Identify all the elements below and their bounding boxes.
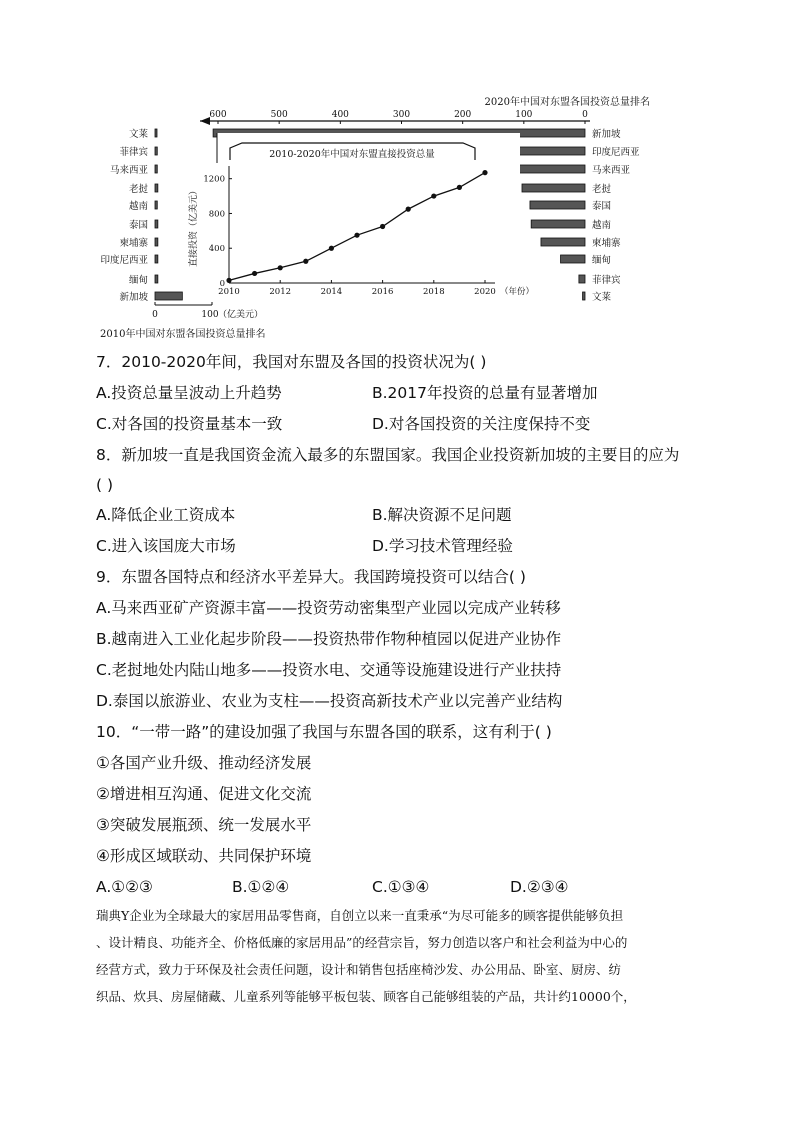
chart-2020-category-label: 文莱 bbox=[592, 292, 612, 303]
chart-2020-bar bbox=[531, 220, 585, 228]
chart-2010-bar bbox=[155, 147, 157, 155]
line-chart-y-tick-label: 1200 bbox=[203, 174, 225, 185]
chart-2020-bar bbox=[520, 165, 585, 173]
line-chart-point bbox=[278, 265, 283, 270]
passage-line-4: 织品、炊具、房屋储藏、儿童系列等能够平板包装、顾客自己能够组装的产品，共计约10000个， bbox=[96, 989, 636, 1004]
chart-2020-tick-label: 600 bbox=[209, 110, 227, 120]
chart-2010-bar bbox=[155, 275, 158, 283]
investment-figure bbox=[0, 0, 794, 340]
chart-2010-category-label: 印度尼西亚 bbox=[100, 255, 148, 266]
q8-option-d[interactable]: D.学习技术管理经验 bbox=[372, 537, 513, 555]
chart-2010-bar bbox=[155, 201, 157, 209]
line-chart-point bbox=[457, 185, 462, 190]
chart-2020-title: 2020年中国对东盟各国投资总量排名 bbox=[484, 97, 650, 108]
chart-2010-category-label: 马来西亚 bbox=[109, 165, 148, 176]
line-chart-x-tick-label: 2018 bbox=[422, 287, 445, 297]
q10-option-d[interactable]: D.②③④ bbox=[510, 878, 569, 896]
chart-2020-tick-label: 300 bbox=[392, 110, 411, 120]
chart-2020-category-label: 柬埔寨 bbox=[592, 238, 621, 249]
line-chart-x-tick-label: 2012 bbox=[269, 287, 292, 297]
q9-option-c[interactable]: C.老挝地处内陆山地多——投资水电、交通等设施建设进行产业扶持 bbox=[96, 661, 562, 679]
passage-line-1: 瑞典Y企业为全球最大的家居用品零售商，自创立以来一直秉承“为尽可能多的顾客提供能够负担 bbox=[96, 908, 624, 923]
q8-option-b[interactable]: B.解决资源不足问题 bbox=[372, 506, 512, 524]
chart-2010-category-label: 菲律宾 bbox=[119, 147, 148, 158]
q9-option-b[interactable]: B.越南进入工业化起步阶段——投资热带作物种植园以促进产业协作 bbox=[96, 630, 562, 648]
q9-option-d[interactable]: D.泰国以旅游业、农业为支柱——投资高新技术产业以完善产业结构 bbox=[96, 692, 563, 710]
line-chart-point bbox=[354, 233, 359, 238]
chart-2020-category-label: 越南 bbox=[592, 220, 612, 231]
chart-2010-tick-0: 0 bbox=[152, 310, 158, 320]
chart-2020-ticks bbox=[209, 110, 588, 124]
chart-2010-category-label: 老挝 bbox=[128, 184, 148, 195]
chart-2010-bar bbox=[155, 255, 158, 263]
line-chart-x-tick-label: 2020 bbox=[474, 287, 496, 297]
question-8-stem: 8．新加坡一直是我国资金流入最多的东盟国家。我国企业投资新加坡的主要目的应为 bbox=[96, 446, 680, 464]
line-chart-point bbox=[303, 259, 308, 264]
line-chart-point bbox=[329, 246, 334, 251]
line-chart-point bbox=[482, 170, 487, 175]
q10-item-2: ②增进相互沟通、促进文化交流 bbox=[96, 785, 312, 803]
chart-2020-bar bbox=[561, 255, 585, 263]
line-chart-y-tick-label: 400 bbox=[208, 244, 225, 255]
chart-2010-bar bbox=[155, 238, 158, 246]
chart-2010-category-labels bbox=[100, 128, 148, 303]
line-chart-y-label: 直接投资（亿美元） bbox=[189, 185, 199, 268]
question-10-stem: 10．“一带一路”的建设加强了我国与东盟各国的联系，这有利于( ) bbox=[96, 723, 552, 741]
passage-line-3: 经营方式，致力于环保及社会责任问题，设计和销售包括座椅沙发、办公用品、卧室、厨房、纺 bbox=[96, 962, 622, 977]
chart-2010-category-label: 越南 bbox=[128, 201, 148, 212]
chart-2020-tick-label: 0 bbox=[582, 110, 588, 120]
chart-2020-tick-label: 400 bbox=[331, 110, 349, 120]
q7-option-a[interactable]: A.投资总量呈波动上升趋势 bbox=[96, 384, 282, 402]
q8-option-a[interactable]: A.降低企业工资成本 bbox=[96, 506, 236, 524]
chart-2010-axis-unit: （亿美元） bbox=[218, 310, 264, 320]
q7-option-b[interactable]: B.2017年投资的总量有显著增加 bbox=[372, 384, 598, 402]
question-7-stem: 7．2010-2020年间，我国对东盟及各国的投资状况为( ) bbox=[96, 353, 487, 371]
q8-option-c[interactable]: C.进入该国庞大市场 bbox=[96, 537, 236, 555]
q10-option-b[interactable]: B.①②④ bbox=[232, 878, 290, 896]
chart-2010-bar bbox=[155, 292, 182, 300]
chart-2020-bar bbox=[541, 238, 585, 246]
chart-2020-category-label: 菲律宾 bbox=[592, 275, 621, 286]
q10-item-1: ①各国产业升级、推动经济发展 bbox=[96, 754, 312, 772]
chart-2010-bar bbox=[155, 220, 158, 228]
line-chart-point bbox=[431, 193, 436, 198]
line-chart-title: 2010-2020年中国对东盟直接投资总量 bbox=[269, 149, 435, 160]
chart-2020-tick-label: 500 bbox=[270, 110, 288, 120]
q10-option-a[interactable]: A.①②③ bbox=[96, 878, 153, 896]
question-9-stem: 9．东盟各国特点和经济水平差异大。我国跨境投资可以结合( ) bbox=[96, 568, 526, 586]
chart-2010-bar bbox=[155, 184, 158, 192]
line-chart-x-tick-label: 2016 bbox=[371, 287, 394, 297]
chart-2020-bar bbox=[522, 184, 585, 192]
chart-2010-bars bbox=[155, 129, 182, 300]
line-chart-point bbox=[226, 278, 231, 283]
line-chart-y-tick-label: 800 bbox=[208, 209, 225, 220]
line-chart-x-tick-label: 2014 bbox=[320, 287, 343, 297]
line-chart-x-tick-label: 2010 bbox=[218, 287, 240, 297]
chart-2020-category-label: 老挝 bbox=[592, 184, 612, 195]
chart-2010-category-label: 柬埔寨 bbox=[119, 238, 148, 249]
chart-2010-title: 2010年中国对东盟各国投资总量排名 bbox=[100, 329, 266, 340]
chart-2020-bar bbox=[579, 275, 585, 283]
chart-2020-category-label: 马来西亚 bbox=[592, 165, 631, 176]
chart-2020-category-labels bbox=[592, 128, 640, 303]
chart-2020-category-label: 缅甸 bbox=[592, 255, 612, 266]
chart-2020-category-label: 泰国 bbox=[592, 201, 612, 212]
line-chart-y-tick-label: 0 bbox=[219, 279, 225, 289]
q10-item-4: ④形成区域联动、共同保护环境 bbox=[96, 847, 312, 865]
chart-2020-category-label: 新加坡 bbox=[592, 129, 621, 140]
q9-option-a[interactable]: A.马来西亚矿产资源丰富——投资劳动密集型产业园以完成产业转移 bbox=[96, 599, 561, 617]
chart-2020-tick-label: 200 bbox=[454, 110, 472, 120]
passage-line-2: 、设计精良、功能齐全、价格低廉的家居用品”的经营宗旨，努力创造以客户和社会利益为中心的 bbox=[96, 935, 628, 950]
chart-2020-bar bbox=[530, 201, 585, 209]
question-8-stem-cont: ( ) bbox=[96, 476, 114, 494]
line-chart-x-label: （年份） bbox=[500, 287, 535, 297]
chart-2010-category-label: 新加坡 bbox=[119, 292, 148, 303]
line-chart-point bbox=[406, 207, 411, 212]
chart-2020-bar bbox=[583, 292, 585, 300]
q7-option-c[interactable]: C.对各国的投资量基本一致 bbox=[96, 415, 283, 433]
line-chart-point bbox=[380, 224, 385, 229]
q7-option-d[interactable]: D.对各国投资的关注度保持不变 bbox=[372, 415, 591, 433]
chart-2020-tick-label: 100 bbox=[515, 110, 533, 120]
line-chart-point bbox=[252, 271, 257, 276]
chart-2020-category-label: 印度尼西亚 bbox=[592, 147, 640, 158]
chart-2010-category-label: 文莱 bbox=[128, 129, 148, 140]
q10-option-c[interactable]: C.①③④ bbox=[372, 878, 430, 896]
chart-2010-bar bbox=[155, 129, 157, 137]
chart-2010-category-label: 泰国 bbox=[128, 220, 148, 231]
chart-2010-tick-100: 100 bbox=[201, 310, 219, 320]
chart-2010-bar bbox=[155, 165, 157, 173]
q10-item-3: ③突破发展瓶颈、统一发展水平 bbox=[96, 816, 312, 834]
chart-2010-category-label: 缅甸 bbox=[128, 275, 148, 286]
